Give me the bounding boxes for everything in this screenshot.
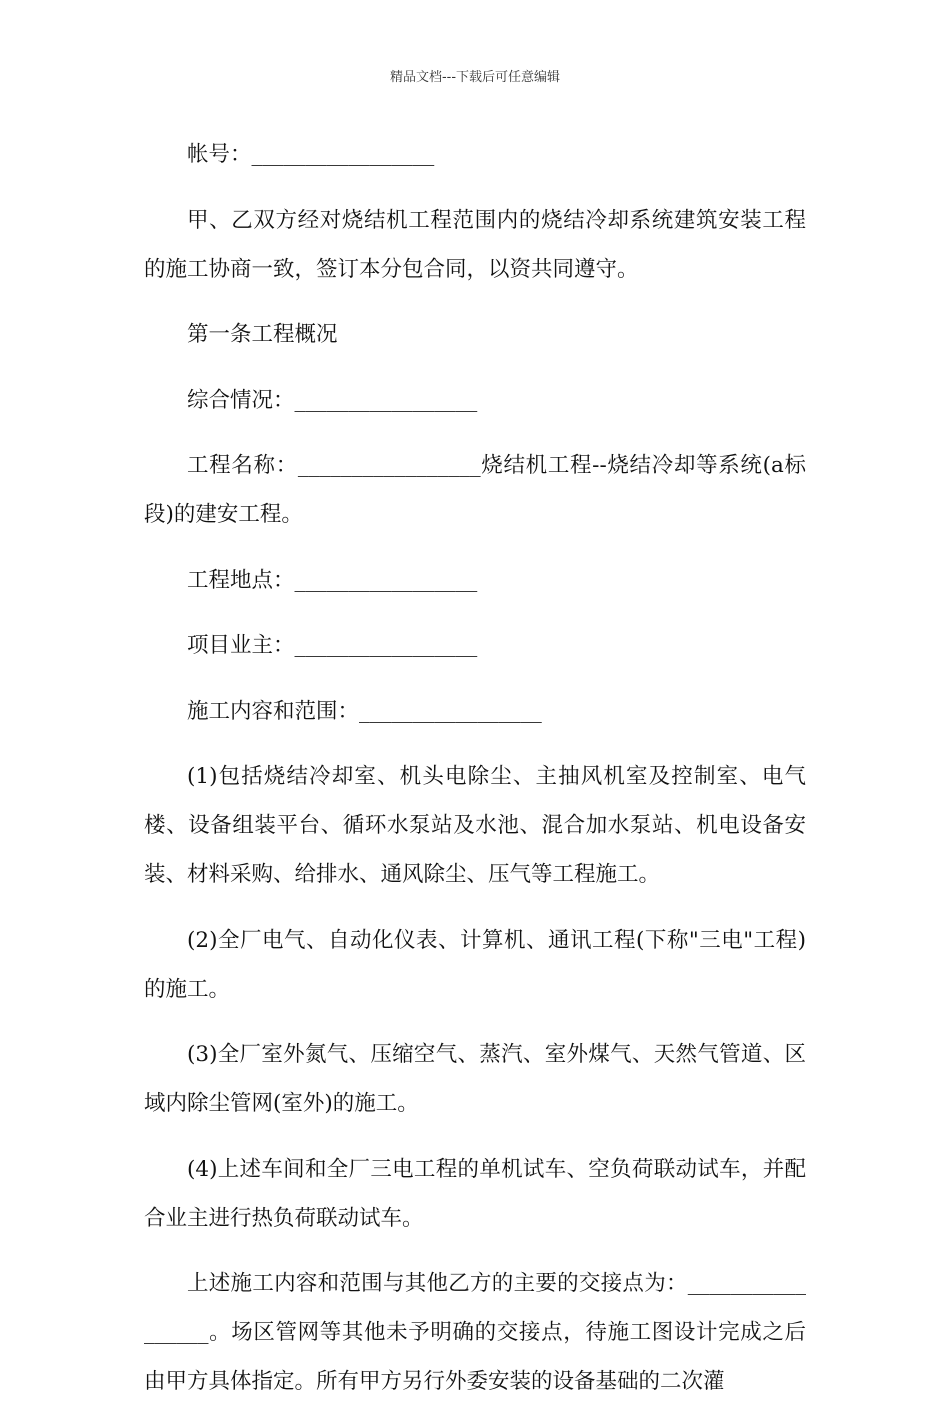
scope-line: 施工内容和范围：_________________ [187,698,542,724]
page-header-watermark: 精品文档---下载后可任意编辑 [389,70,561,85]
intro-paragraph: 甲、乙双方经对烧结机工程范围内的烧结冷却系统建筑安装工程的施工协商一致，签订本分包合同，以资共同遵守。 [144,207,806,282]
project-owner-line: 项目业主：_________________ [187,633,478,658]
project-name-paragraph: 工程名称：_________________烧结机工程--烧结冷却等系统(a标段)的建安工程。 [144,453,806,527]
scope-item-2: (2)全厂电气、自动化仪表、计算机、通讯工程(下称"三电"工程)的施工。 [144,927,806,1002]
section-heading-article-1: 第一条工程概况 [187,322,338,347]
interface-points-paragraph: 上述施工内容和范围与其他乙方的主要的交接点为：_________________。场区管网等其他未予明确的交接点，待施工图设计完成之后由甲方具体指定。所有甲方另行外委安装的设备基础的二次灌 [144,1271,806,1394]
scope-item-1: (1)包括烧结冷却室、机头电除尘、主抽风机室及控制室、电气楼、设备组装平台、循环水泵站及水池、混合加水泵站、机电设备安装、材料采购、给排水、通风除尘、压气等工程施工。 [144,764,806,887]
project-location-line: 工程地点：_________________ [187,567,478,593]
scope-item-4: (4)上述车间和全厂三电工程的单机试车、空负荷联动试车，并配合业主进行热负荷联动试车。 [144,1156,806,1231]
scope-item-3: (3)全厂室外氮气、压缩空气、蒸汽、室外煤气、天然气管道、区域内除尘管网(室外)的施工。 [144,1042,806,1116]
account-line: 帐号：_________________ [187,142,435,167]
document-body [144,130,806,1406]
general-situation-line: 综合情况：_________________ [187,387,478,413]
